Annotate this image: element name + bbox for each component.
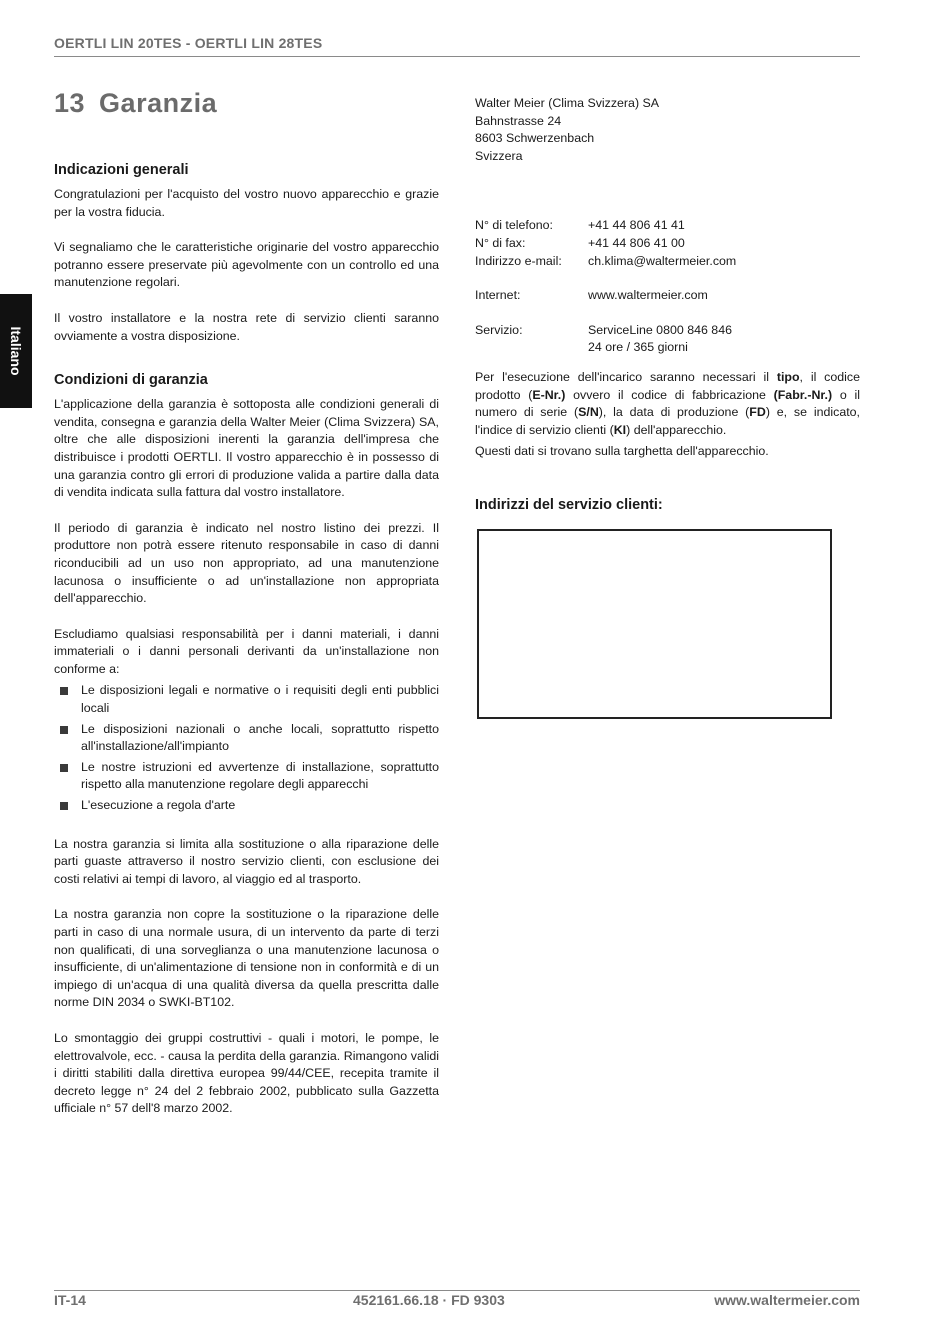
service-value <box>588 322 732 357</box>
paragraph: La nostra garanzia non copre la sostituzione o la riparazione delle parti in caso di una normale usura, di un intervento da parte di terzi non qualificati, di una sorveglianza o una manutenzione lacunosa o insufficiente, di un'alimentazione di tensione non in conformità e di un impiego di un'acqua di una qualità diversa da quella prescritta dalle norme DIN 2034 o SWKI-BT102. <box>54 907 439 1010</box>
paragraph: L'applicazione della garanzia è sottoposta alle condizioni generali di vendita, consegna e garanzia della Walter Meier (Clima Svizzera) SA, oltre che alle disposizioni inerenti la garanzia dell'impresa che distribuisce i prodotti OERTLI. Il vostro apparecchio è in possesso di una garanzia contro gli errori di produzione valida a partire dalla data di vendita indicata sulla fattura dal vostro installatore. <box>54 397 439 500</box>
right-column <box>475 95 860 521</box>
list-item: Le disposizioni legali e normative o i requisiti degli enti pubblici locali <box>54 682 439 717</box>
contact-row-internet <box>475 287 860 305</box>
service-hours: 24 ore / 365 giorni <box>588 340 688 355</box>
internet-label: Internet: <box>475 288 521 303</box>
paragraph: La nostra garanzia si limita alla sostituzione o alla riparazione delle parti guaste attraverso il nostro servizio clienti, con esclusione dei costi relativi ai tempi di lavoro, al viaggio ed al trasporto. <box>54 836 439 886</box>
paragraph: Escludiamo qualsiasi responsabilità per i danni materiali, i danni immateriali o i danni personali derivanti da un'installazione non conforme a: <box>54 626 439 676</box>
contact-row-service <box>475 322 860 357</box>
list-item: Le nostre istruzioni ed avvertenze di installazione, soprattutto rispetto alla manutenzione regolare degli apparecchi <box>54 759 439 794</box>
chapter-number: 13 <box>54 88 86 118</box>
info-paragraph-2: Questi dati si trovano sulla targhetta dell'apparecchio. <box>475 444 769 459</box>
address-line: Bahnstrasse 24 <box>475 113 562 128</box>
language-tab <box>0 294 32 408</box>
company-address <box>475 95 860 165</box>
bullet-square-icon <box>60 726 68 734</box>
bullet-square-icon <box>60 764 68 772</box>
email-label: Indirizzo e-mail: <box>475 253 562 268</box>
phone-label: N° di telefono: <box>475 218 553 233</box>
service-address-box <box>477 529 832 719</box>
fax-value: +41 44 806 41 00 <box>588 235 685 250</box>
contact-row-fax <box>475 235 860 253</box>
list-item: Le disposizioni nazionali o anche locali, soprattutto rispetto all'installazione/all'impianto <box>54 721 439 756</box>
page-number: IT-14 <box>54 1292 86 1308</box>
contact-row-phone <box>475 217 860 235</box>
info-paragraph: Per l'esecuzione dell'incarico saranno necessari il tipo, il codice prodotto (E-Nr.) ovvero il codice di fabbricazione (Fabr.-Nr.) o il numero di serie (S/N), la data di produzione (FD) e, se indicato, l'indice di servizio clienti (KI) dell'apparecchio. <box>475 369 861 437</box>
footer-website: www.waltermeier.com <box>714 1292 860 1308</box>
service-addresses-heading: Indirizzi del servizio clienti: <box>475 496 663 513</box>
service-line: ServiceLine 0800 846 846 <box>588 322 732 337</box>
section-heading-conditions: Condizioni di garanzia <box>54 372 208 389</box>
address-line: Svizzera <box>475 148 523 163</box>
phone-value: +41 44 806 41 41 <box>588 218 685 233</box>
service-label: Servizio: <box>475 322 523 337</box>
email-value: ch.klima@waltermeier.com <box>588 253 737 268</box>
header-title: OERTLI LIN 20TES - OERTLI LIN 28TES <box>54 35 323 51</box>
paragraph: Vi segnaliamo che le caratteristiche originarie del vostro apparecchio potranno essere preservate più agevolmente con un controllo ed una manutenzione regolari. <box>54 240 439 290</box>
paragraph: Il vostro installatore e la nostra rete di servizio clienti saranno ovviamente a vostra disposizione. <box>54 310 439 343</box>
left-column <box>54 160 439 1118</box>
address-line: Walter Meier (Clima Svizzera) SA <box>475 96 660 110</box>
paragraph: Lo smontaggio dei gruppi costruttivi - quali i motori, le pompe, le elettrovalvole, ecc. - causa la perdita della garanzia. Rimangono validi i diritti stabiliti dalla direttiva europea 99/44/CEE, recepita tramite il decreto legge n° 24 del 2 febbraio 2002, pubblicato sulla Gazzetta ufficiale n° 57 dell'8 marzo 2002. <box>54 1030 439 1116</box>
paragraph: Congratulazioni per l'acquisto del vostro nuovo apparecchio e grazie per la vostra fiducia. <box>54 187 439 219</box>
chapter-name: Garanzia <box>99 88 218 118</box>
address-line: 8603 Schwerzenbach <box>475 131 595 146</box>
paragraph: Il periodo di garanzia è indicato nel nostro listino dei prezzi. Il produttore non potrà essere ritenuto responsabile in caso di danni riconducibili ad un uso non appropriato, ad una manutenzione lacunosa o insufficiente o ad un'installazione non appropriata dell'apparecchio. <box>54 520 439 606</box>
section-heading-general: Indicazioni generali <box>54 162 189 178</box>
chapter-title <box>54 88 217 119</box>
exclusion-list <box>54 682 439 814</box>
bullet-square-icon <box>60 802 68 810</box>
header-rule <box>54 56 860 57</box>
fax-label: N° di fax: <box>475 235 526 250</box>
contact-table <box>475 217 860 357</box>
contact-row-email <box>475 253 860 271</box>
internet-value: www.waltermeier.com <box>588 288 708 303</box>
list-item: L'esecuzione a regola d'arte <box>54 797 439 815</box>
language-tab-label: Italiano <box>8 326 24 376</box>
footer-rule <box>54 1290 860 1291</box>
document-code: 452161.66.18 · FD 9303 <box>353 1292 505 1308</box>
bullet-square-icon <box>60 687 68 695</box>
